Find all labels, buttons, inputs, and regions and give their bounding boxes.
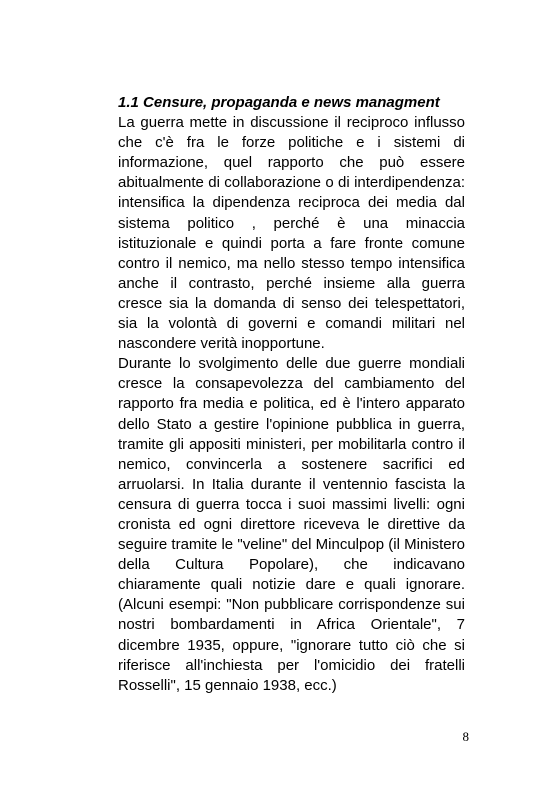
body-paragraph-2: Durante lo svolgimento delle due guerre mondiali cresce la consapevolezza del cambiamento del rapporto fra media e politica, ed è l'intero apparato dello Stato a gestire l'opinione pubblica in guerra, tramite gli appositi ministeri, per mobilitarla contro il nemico, convincerla a sostenere sacrifici ed arruolarsi. In Italia durante il ventennio fascista la censura di guerra tocca i suoi massimi livelli: ogni cronista ed ogni direttore riceveva le direttive da seguire tramite le "veline" del Minculpop (il Ministero della Cultura Popolare), che indicavano chiaramente quali notizie dare e quali ignorare. (Alcuni esempi: "Non pubblicare corrispondenze sui nostri bombardamenti in Africa Orientale", 7 dicembre 1935, oppure, "ignorare tutto ciò che si riferisce all'inchiesta per l'omicidio dei fratelli Rosselli", 15 gennaio 1938, ecc.) xyxy=(118,355,465,694)
body-paragraph-1: La guerra mette in discussione il reciproco influsso che c'è fra le forze politiche e i sistemi di informazione, quel rapporto che può essere abitualmente di collaborazione o di interdipendenza: intensifica la dipendenza reciproca dei media dal sistema politico , perché è una minaccia istituzionale e quindi porta a fare fronte comune contro il nemico, ma nello stesso tempo intensifica anche il contrasto, perché insieme alla guerra cresce sia la domanda di senso dei telespettatori, sia la volontà di governi e comandi militari nel nascondere verità inopportune. xyxy=(118,114,465,353)
page-number: 8 xyxy=(462,729,469,744)
section-heading: 1.1 Censure, propaganda e news managment xyxy=(118,94,440,111)
main-text-block xyxy=(118,93,465,696)
